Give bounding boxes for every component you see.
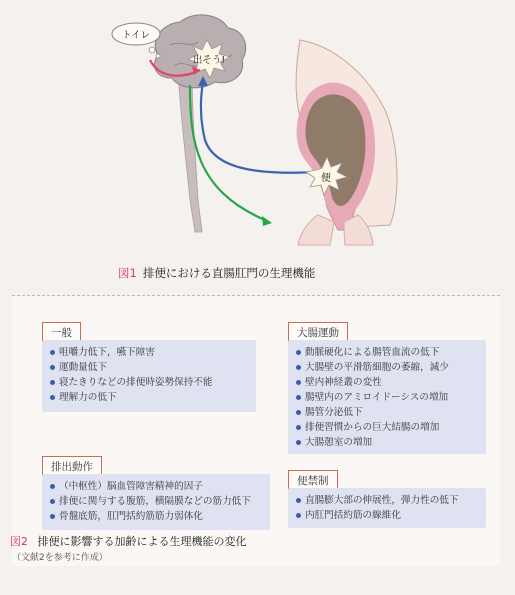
list-item: 咀嚼力低下，嚥下障害 [48,345,250,360]
group-fecal-box [288,488,486,528]
list-item: 内肛門括約筋の線維化 [294,508,480,523]
list-item: 壁内神経叢の変性 [294,375,480,390]
list-item: 寝たきりなどの排便時姿勢保持不能 [48,375,250,390]
list-item: 動脈硬化による腸管血流の低下 [294,345,480,360]
figure-2-title: 排便に影響する加齢による生理機能の変化 [37,535,247,548]
toilet-bubble-text: トイレ [121,30,151,41]
list-item: 運動量低下 [48,360,250,375]
list-item: 骨盤底筋，肛門括約筋筋力弱体化 [48,509,264,524]
group-large-intestine-list [288,340,486,454]
figure-1-title: 排便における直腸肛門の生理機能 [142,266,316,280]
stool-label: 便 [321,173,331,184]
figure-1-illustration [0,0,515,270]
list-item: 理解力の低下 [48,390,250,405]
group-defecation-box [42,474,270,530]
anal-sphincter-left [298,215,334,245]
figure-2-caption [10,533,247,549]
group-fecal-title: 便禁制 [288,470,338,491]
list-item: 直腸膨大部の伸展性，弾力性の低下 [294,493,480,508]
list-item: 腸管分泌低下 [294,405,480,420]
group-general-title: 一般 [42,322,81,343]
group-general-box [42,340,256,412]
group-large-intestine-title: 大腸運動 [288,322,348,343]
group-defecation-list [42,474,270,528]
list-item: 大腸憩室の増加 [294,435,480,450]
list-item: 腸壁内のアミロイドーシスの増加 [294,390,480,405]
figure-1-caption [118,265,315,281]
group-general-list [42,340,256,409]
group-defecation-title: 排出動作 [42,456,102,477]
list-item: 大腸壁の平滑筋細胞の萎縮，減少 [294,360,480,375]
group-large-intestine-box [288,340,486,454]
figure-2-note: （文献2を参考に作成） [12,553,108,563]
figure-2-number: 図2 [10,535,28,548]
list-item: （中枢性）脳血管障害精神的因子 [48,479,264,494]
list-item: 排便習慣からの巨大結腸の増加 [294,420,480,435]
brain-bubble-text: 出そう! [192,55,226,66]
figure-1-number: 図1 [118,266,137,280]
group-fecal-list [288,488,486,527]
list-item: 排便に関与する腹筋，横隔膜などの筋力低下 [48,494,264,509]
